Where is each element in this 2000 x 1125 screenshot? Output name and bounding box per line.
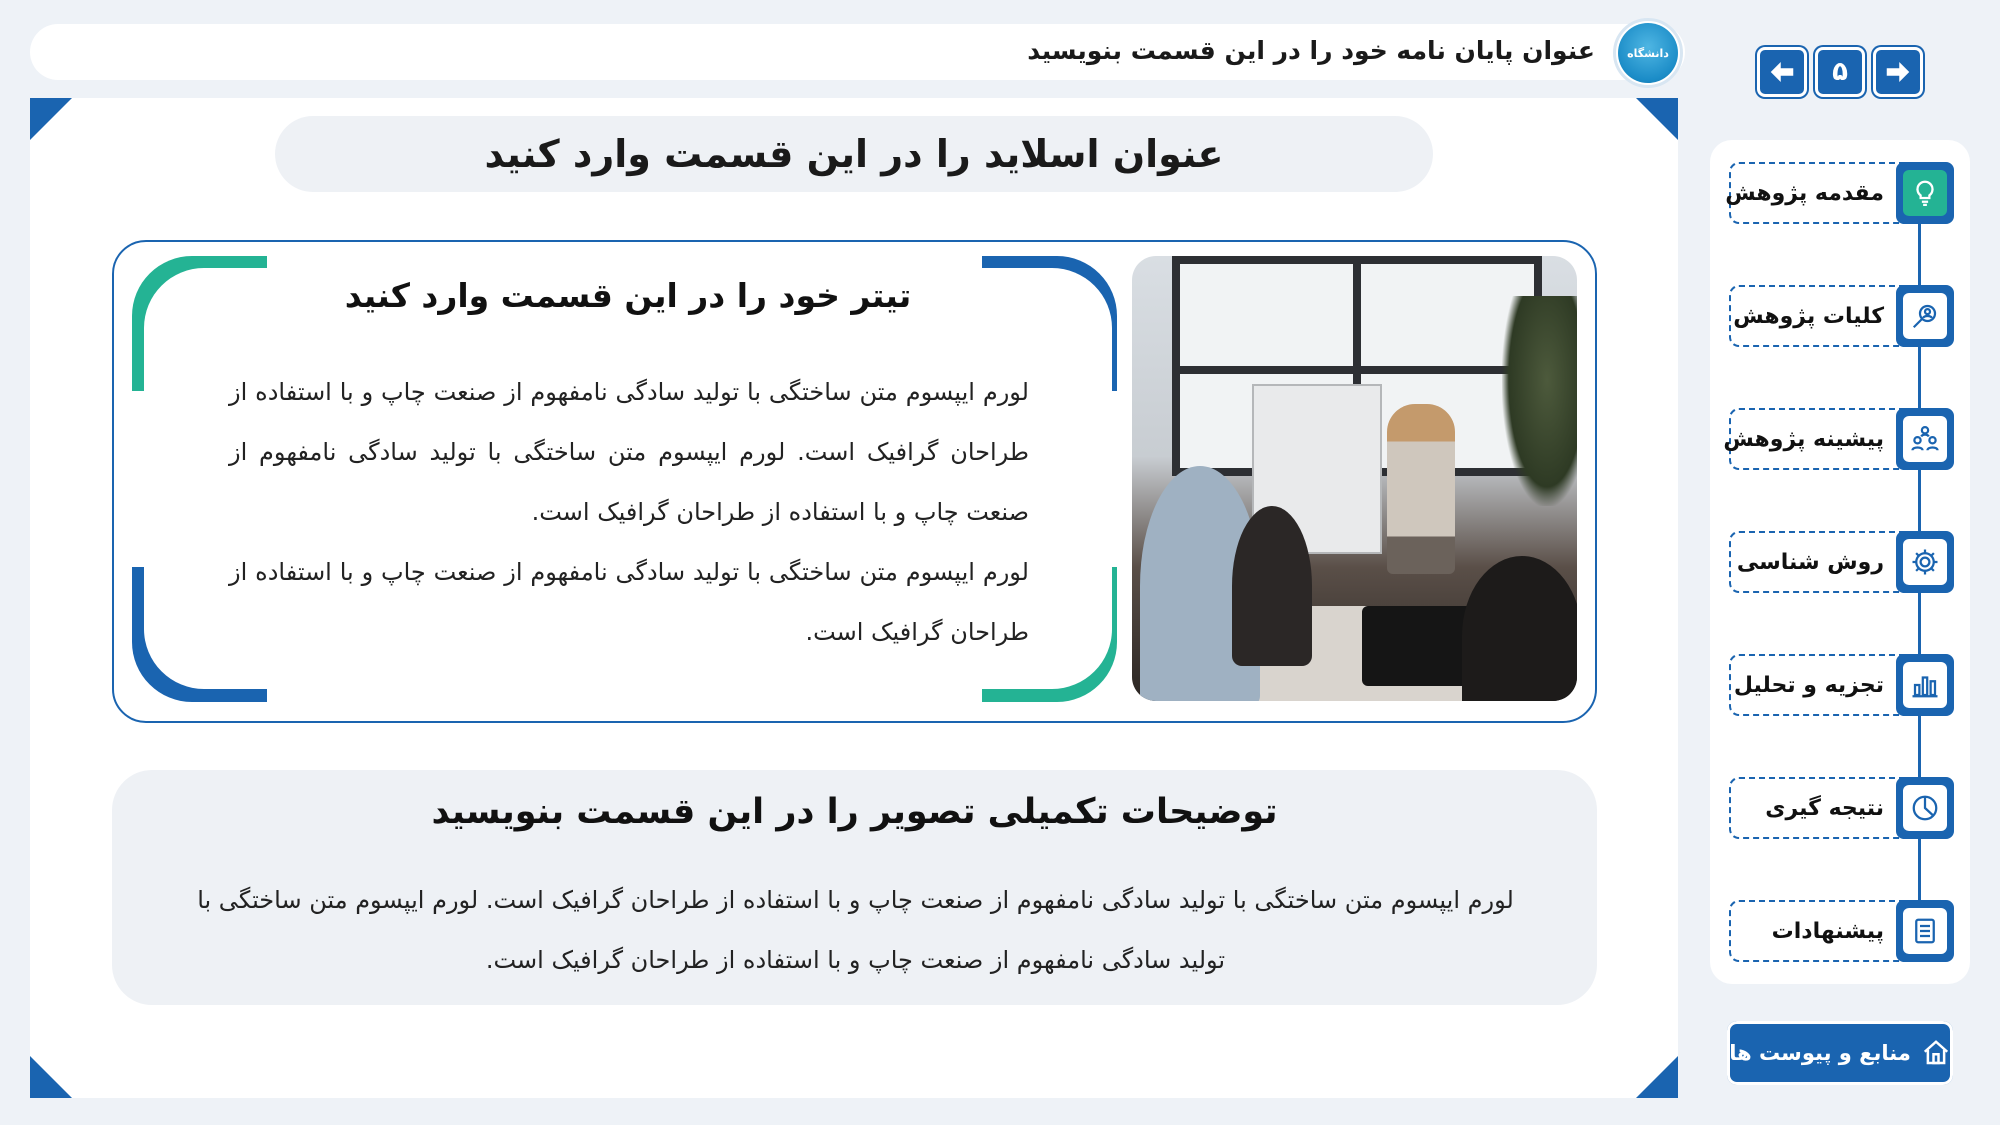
nav-label: روش شناسی <box>1736 549 1884 575</box>
nav-pill[interactable] <box>1729 777 1924 839</box>
meeting-photo <box>1132 256 1577 701</box>
nav-icon-box[interactable] <box>1896 900 1954 962</box>
nav-icon-box[interactable] <box>1896 777 1954 839</box>
gear-icon <box>1910 547 1940 577</box>
nav-item-generalities[interactable] <box>1729 285 1954 347</box>
photo-presenter <box>1387 404 1455 574</box>
nav-icon-box[interactable] <box>1896 162 1954 224</box>
nav-pill[interactable] <box>1729 654 1924 716</box>
photo-plant <box>1502 296 1577 506</box>
header-bar <box>30 24 1685 80</box>
page-number: ۵ <box>1815 47 1865 97</box>
photo-person <box>1232 506 1312 666</box>
lightbulb-icon <box>1910 178 1940 208</box>
slide-frame <box>30 98 1678 1098</box>
nav-label: پیشنهادات <box>1771 918 1884 944</box>
nav-label: نتیجه گیری <box>1765 795 1884 821</box>
university-logo <box>1613 18 1683 88</box>
nav-item-literature[interactable] <box>1723 408 1954 470</box>
references-label: منابع و پیوست ها <box>1729 1041 1911 1065</box>
references-button[interactable] <box>1727 1021 1953 1085</box>
logo-text: دانشگاه <box>1627 46 1669 60</box>
corner-decoration <box>30 1056 72 1098</box>
nav-item-methodology[interactable] <box>1729 531 1954 593</box>
nav-icon-box[interactable] <box>1896 531 1954 593</box>
nav-item-analysis[interactable] <box>1729 654 1954 716</box>
home-icon <box>1921 1038 1951 1068</box>
search-people-icon <box>1910 301 1940 331</box>
logo-emblem <box>1618 23 1678 83</box>
nav-icon-box[interactable] <box>1896 408 1954 470</box>
nav-pill[interactable] <box>1729 285 1924 347</box>
nav-pill[interactable] <box>1725 162 1924 224</box>
nav-item-introduction[interactable] <box>1725 162 1954 224</box>
slide-pager <box>1757 47 1923 97</box>
nav-label: تجزیه و تحلیل <box>1733 672 1884 698</box>
photo-person <box>1462 556 1577 701</box>
nav-icon-box[interactable] <box>1896 285 1954 347</box>
next-slide-button[interactable] <box>1873 47 1923 97</box>
card-heading: تیتر خود را در این قسمت وارد کنید <box>344 276 912 315</box>
card-body <box>229 362 1029 662</box>
nav-label: مقدمه پژوهش <box>1725 180 1884 206</box>
prev-slide-button[interactable] <box>1757 47 1807 97</box>
arrow-right-icon <box>1883 57 1913 87</box>
corner-decoration <box>1636 1056 1678 1098</box>
nav-item-suggestions[interactable] <box>1729 900 1954 962</box>
caption-body: لورم ایپسوم متن ساختگی با تولید سادگی نامفهوم از صنعت چاپ و با استفاده از طراحان گرافیک است. لورم ایپسوم متن ساختگی با تولید سادگی نامفهوم از صنعت چاپ و با استفاده از طراحان گرافیک است. <box>197 886 1514 974</box>
nav-label: پیشینه پژوهش <box>1723 426 1884 452</box>
arrow-left-icon <box>1767 57 1797 87</box>
slide-title: عنوان اسلاید را در این قسمت وارد کنید <box>484 132 1224 176</box>
team-icon <box>1910 424 1940 454</box>
content-card <box>112 240 1597 723</box>
slide-title-pill <box>275 116 1433 192</box>
pie-chart-icon <box>1910 793 1940 823</box>
caption-title: توضیحات تکمیلی تصویر را در این قسمت بنویسید <box>431 792 1278 832</box>
thesis-title: عنوان پایان نامه خود را در این قسمت بنویسید <box>1027 36 1595 65</box>
nav-pill[interactable] <box>1729 531 1924 593</box>
bar-chart-icon <box>1910 670 1940 700</box>
section-nav <box>1710 140 1970 984</box>
corner-decoration <box>30 98 72 140</box>
nav-label: کلیات پژوهش <box>1733 303 1884 329</box>
caption-box <box>112 770 1597 1005</box>
nav-icon-box[interactable] <box>1896 654 1954 716</box>
nav-pill[interactable] <box>1723 408 1924 470</box>
corner-decoration <box>1636 98 1678 140</box>
nav-item-conclusion[interactable] <box>1729 777 1954 839</box>
card-paragraph: لورم ایپسوم متن ساختگی با تولید سادگی نامفهوم از صنعت چاپ و با استفاده از طراحان گرافیک است. <box>229 558 1029 646</box>
document-icon <box>1910 916 1940 946</box>
nav-pill[interactable] <box>1729 900 1924 962</box>
card-paragraph: لورم ایپسوم متن ساختگی با تولید سادگی نامفهوم از صنعت چاپ و با استفاده از طراحان گرافیک است. لورم ایپسوم متن ساختگی با تولید سادگی نامفهوم از صنعت چاپ و با استفاده از طراحان گرافیک است. <box>229 378 1029 526</box>
